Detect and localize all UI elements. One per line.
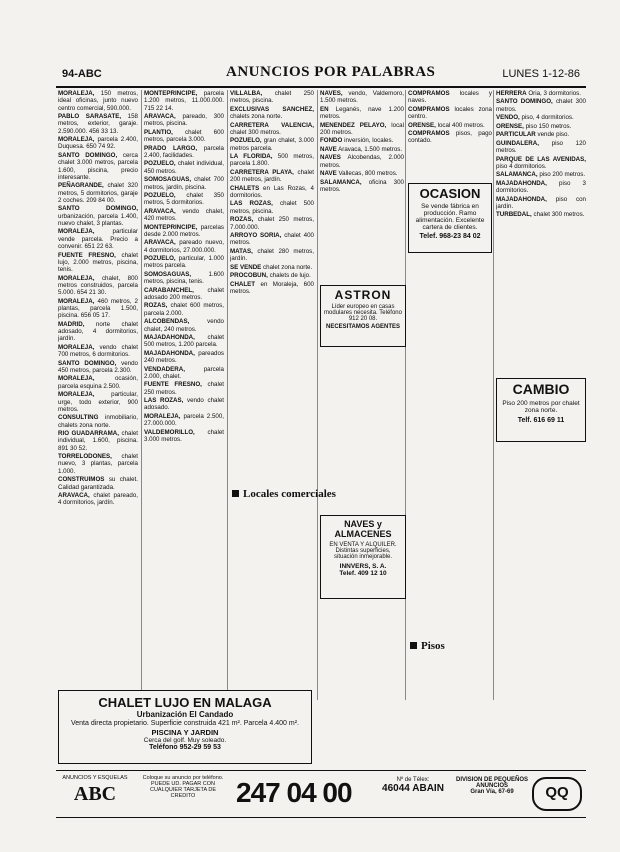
classified-ad [496,123,586,130]
footer-division [452,777,532,795]
classified-ad [230,122,314,137]
ad-heading: ALCOBENDAS, [144,318,190,326]
ad-heading: SANTO DOMINGO, [58,151,118,159]
division-name: DIVISION DE PEQUEÑOS ANUNCIOS [455,777,528,789]
ad-body: parcela 2.000, chalet. [144,365,224,380]
classified-ad [230,106,314,121]
astron-ad [320,285,406,347]
cambio-phone: Telf. 616 69 11 [517,417,565,424]
classified-ad [230,216,314,231]
ad-heading: PARTICULAR [496,131,536,139]
ad-heading: ARAVACA, [144,207,176,215]
ad-heading: MORALEJA, [58,391,95,399]
cambio-title: CAMBIO [512,381,570,397]
ocasion-phone: Telef. 968-23 84 02 [419,233,481,240]
ad-heading: MAJADAHONDA, [496,179,547,187]
classified-ad [144,239,224,254]
ad-body: en Moraleja, 600 metros. [230,280,314,295]
ad-body: chalet 300 metros. [230,128,281,136]
ad-heading: VALDEMORILLO, [144,428,195,436]
ad-heading: TORRELODONES, [58,453,112,461]
ad-heading: SALAMANCA, [320,178,362,186]
classified-ad [58,391,138,413]
classified-ad [496,98,586,113]
classified-ad [496,131,586,138]
ad-heading: LAS ROZAS, [144,397,184,405]
ad-heading: HERRERA [496,90,527,97]
cambio-ad [496,378,586,442]
ad-body: chalet, 800 metros construidos, parcela 5.000. 654 21 30. [58,274,138,297]
ad-body: oficina 300 metros. [320,178,404,193]
column-rule [317,90,318,700]
ad-body: inmobiliario, chalets zona norte. [58,414,138,429]
ad-body: chalet 500 metros, piscina. [230,200,314,215]
classified-ad [496,196,586,211]
classified-ad [144,397,224,412]
classified-ad [320,179,404,194]
ad-body: chalet 250 metros, 7.000.000. [230,216,314,231]
ad-heading: SALAMANCA, [496,171,538,179]
classified-ad [496,180,586,195]
naves-ad [320,515,406,599]
ad-heading: EXCLUSIVAS SANCHEZ, [230,105,314,113]
astron-sub: NECESITAMOS AGENTES [325,324,400,330]
naves-text: EN VENTA Y ALQUILER. Distintas superficies, situación inmejorable. [329,542,397,560]
ad-body: Vallecas, 800 metros. [338,170,398,178]
ad-body: chalet individual, 450 metros. [144,160,224,175]
classified-ad [496,114,586,121]
classified-ad [144,176,224,191]
ad-body: local 400 metros. [437,121,485,129]
ad-body: Oria, 3 dormitorios. [528,90,581,97]
classified-ad [230,90,314,105]
ad-body: chalet 300 metros. [533,211,585,219]
classified-ad [144,224,224,239]
ad-heading: CHALETS [230,184,260,192]
column-rule [227,90,228,700]
footer-left-top: ANUNCIOS Y ESQUELAS [62,775,128,781]
abc-logo: ABC [73,783,117,805]
ad-heading: ARAVACA, [144,239,176,247]
ad-heading: MATAS, [230,247,253,255]
ad-heading: NAVES [320,154,341,162]
classified-ad [144,381,224,396]
page-number: 94-ABC [62,68,102,80]
ad-body: su chalet. Calidad garantizada. [58,476,138,491]
classified-ad [144,366,224,381]
ad-heading: EN [320,105,329,113]
classified-ad [230,137,314,152]
column-4 [320,90,404,700]
classified-ad [58,430,138,452]
ad-body: locales zona centro. [408,105,492,121]
classified-ad [144,160,224,175]
division-logo: QQ [532,777,582,811]
classified-ad [320,122,404,137]
column-rule [405,90,406,700]
classified-ad [144,90,224,112]
classified-ad [144,113,224,128]
classified-ad [58,252,138,274]
ad-heading: ORENSE, [408,121,436,129]
division-address: Gran Vía, 67-69 [470,789,514,795]
classified-ad [408,122,492,129]
classified-ad [230,232,314,247]
classified-ad [58,344,138,359]
classified-ad [496,171,586,178]
ocasion-ad [408,183,492,253]
classified-ad [144,413,224,428]
page-header [56,64,586,88]
section-locales-label: Locales comerciales [243,488,336,500]
chalet-malaga-ad [58,690,312,764]
ad-body: inversión, locales. [344,137,394,145]
classified-ad [230,248,314,263]
ad-heading: MAJADAHONDA, [144,334,195,342]
ad-body: parcela 1.200 metros, 11.000.000. 715 22 14. [144,90,224,112]
classified-ad [230,185,314,200]
classified-ad [58,152,138,181]
ad-body: gran chalet, 3.000 metros parcela. [230,137,314,152]
ad-body: vendo chalet 700 metros, 6 dormitorios. [58,343,138,359]
classified-ad [230,153,314,168]
ad-body: chalet 350 metros, 5 dormitorios. [144,191,224,207]
ad-body: 460 metros, 2 plantas, parcela 1.500, piscina. 656 05 17. [58,297,138,320]
ad-heading: SE VENDE [230,263,262,271]
ad-body: chalet nuevo, 3 plantas, parcela 1.000. [58,453,138,475]
ad-body: 500 metros, parcela 1.800. [230,153,314,168]
classified-ad [144,350,224,365]
classified-ad [144,287,224,302]
ad-body: pareado, 300 metros, piscina. [144,113,224,128]
ad-heading: CONSTRUIMOS [58,476,105,484]
classified-ad [320,146,404,153]
footer-phone: 247 04 00 [236,777,352,808]
ad-heading: COMPRAMOS [408,105,450,113]
ad-body: chalets de lujo. [269,272,311,280]
ad-body: parcela 2.400, facilidades. [144,144,224,159]
ad-body: ocasión, parcela esquina 2.500. [58,375,138,390]
section-locales [232,488,336,500]
ad-heading: ARAVACA, [144,113,176,121]
astron-title: ASTRON [334,288,392,302]
ocasion-text: Se vende fábrica en producción. Ramo alimentación. Excelente cartera de clientes. [415,203,485,231]
ad-heading: PARQUE DE LAS AVENIDAS, [496,155,586,163]
ad-heading: LAS ROZAS, [230,200,273,208]
classified-ad [320,170,404,177]
ad-heading: MADRID, [58,320,85,328]
classifieds-footer [56,770,586,818]
classified-ad [58,182,138,204]
ad-body: 150 metros, ideal oficinas, junto nuevo centro comercial, 590.000. [58,90,138,112]
ad-heading: MORALEJA, [58,343,95,351]
ad-heading: ARROYO SORIA, [230,232,282,240]
ad-body: chalet 300 metros. [496,98,586,113]
ocasion-title: OCASION [419,186,481,201]
ad-heading: TURBEDAL, [496,211,532,219]
ad-heading: PABLO SARASATE, [58,113,122,121]
classified-ad [58,228,138,250]
section-pisos-label: Pisos [421,640,445,652]
ad-body: chalet individual, 1.600, piscina. 891 30 52. [58,430,138,452]
chalet-ad-subtitle: Urbanización El Candado [136,710,234,719]
column-2 [144,90,224,700]
classified-ad [58,453,138,475]
ad-body: particular, urge, todo exterior, 900 metros. [58,391,138,413]
ad-body: chalet 600 metros, parcela 2.000. [144,302,224,317]
ad-body: chalet 250 metros, piscina. [230,90,314,105]
column-rule [493,90,494,700]
chalet-ad-title: CHALET LUJO EN MALAGA [98,695,272,710]
ad-heading: FUENTE FRESNO, [58,251,116,259]
classified-ad [144,271,224,286]
chalet-ad-extra: PISCINA Y JARDIN [151,728,219,737]
ad-body: pisos, pago contado. [408,130,492,145]
classified-ad [58,375,138,390]
column-rule [141,90,142,700]
footer-abc-block [60,775,130,806]
ad-body: piso 150 metros. [525,122,572,130]
ad-body: chalet 3.000 metros. [144,428,224,443]
ad-body: chalet zona norte. [263,263,313,271]
ad-body: vendo chalet adosado. [144,397,224,412]
classified-ad [230,281,314,296]
classified-ad [144,208,224,223]
ad-heading: CARRETERA PLAYA, [230,168,294,176]
column-5 [408,90,492,700]
classified-ad [58,136,138,151]
astron-text: Líder europeo en casas modulares necesita. Teléfono 912 20 08. [324,304,402,322]
ad-body: vendo chalet, 240 metros. [144,318,224,333]
ad-heading: MONTEPRINCIPE, [144,223,198,231]
ad-heading: POZUELO, [144,255,176,263]
ad-body: chalet 700 metros, jardín, piscina. [144,176,224,191]
ad-heading: FUENTE FRESNO, [144,381,202,389]
ad-body: chalet 250 metros. [144,381,224,396]
ad-body: pareados 240 metros. [144,349,224,365]
ad-body: particular, 1.000 metros parcela. [144,255,224,270]
classified-ad [496,156,586,171]
ad-body: chalet 280 metros, jardín. [230,247,314,263]
ad-heading: COMPRAMOS [408,90,450,97]
ad-heading: MAJADAHONDA, [496,195,547,203]
ad-body: piso, 4 dormitorios. [521,114,574,122]
ad-heading: PROCOBUN, [230,272,268,280]
ad-heading: POZUELO, [144,191,176,199]
chalet-ad-note: Cerca del golf. Muy soleado. [143,737,227,744]
ad-heading: MORALEJA, [58,136,95,144]
classified-ad [230,272,314,279]
ad-body: piso 3 dormitorios. [496,179,586,195]
ad-heading: CARRETERA VALENCIA, [230,121,314,129]
ad-body: particular vende parcela. Precio a convenir. 651 22 63. [58,228,138,251]
classified-ad [230,264,314,271]
ad-heading: POZUELO, [144,160,176,168]
ad-body: Alcobendas, 2.000 metros. [320,154,404,169]
column-3 [230,90,314,700]
ad-heading: MORALEJA, [58,375,95,383]
classified-ad [320,90,404,105]
classified-ad [58,113,138,135]
ad-heading: NAVES, [320,90,343,97]
ad-heading: PLANTIO, [144,128,173,136]
classified-ad [320,137,404,144]
ad-heading: ORENSE, [496,122,524,130]
ad-body: vendo 450 metros, parcela 2.300. [58,359,138,374]
classified-ad [320,106,404,121]
ad-heading: MONTEPRINCIPE, [144,90,198,97]
section-pisos [410,640,445,652]
classified-ad [144,255,224,270]
classified-ad [58,492,138,507]
ad-body: Leganés, nave 1.200 metros. [320,105,404,121]
naves-company: INNVERS, S. A. [339,563,387,570]
ad-heading: MAJADAHONDA, [144,349,195,357]
classified-ad [496,211,586,218]
ad-body: piso 4 dormitorios. [496,162,547,170]
ad-heading: LA FLORIDA, [230,153,273,161]
classified-ad [408,90,492,105]
classified-ad [144,129,224,144]
classified-ad [320,154,404,169]
ad-body: parcela 2.500, 27.000.000. [144,412,224,428]
section-bullet [410,642,417,649]
ad-body: pareado nuevo, 4 dormitorios, 27.000.000. [144,239,224,254]
ad-heading: MENENDEZ PELAYO, [320,121,387,129]
classified-ad [408,106,492,121]
ad-heading: FONDO [320,137,343,145]
ad-body: vende piso. [537,131,570,139]
ad-body: chalets zona norte. [230,113,283,121]
ad-body: chalet 400 metros. [230,232,314,247]
ad-heading: ROZAS, [144,302,168,310]
ad-body: vendo chalet, 420 metros. [144,207,224,223]
classified-ad [230,200,314,215]
ad-body: chalet 320 metros, 5 dormitorios, garaje 2 coches. 209 84 00. [58,182,138,204]
ad-heading: VENDO, [496,114,520,122]
classified-ad [58,414,138,429]
classified-ad [144,302,224,317]
ad-heading: POZUELO, [230,137,262,145]
ad-heading: MORALEJA, [58,297,95,305]
ad-body: Aravaca, 1.500 metros. [338,145,403,153]
section-bullet [232,490,239,497]
ad-body: chalet pareado, 4 dormitorios, jardín. [58,492,138,507]
ad-body: 158 metros, exterior, garaje. 2.590.000. 456 33 13. [58,113,138,135]
footer-mid-text: Coloque su anuncio por teléfono. PUEDE UD. PAGAR CON CUALQUIER TARJETA DE CREDITO [142,775,224,799]
ad-body: chalet lujo, 2.000 metros, piscina, tenis. [58,251,138,274]
ad-heading: MORALEJA, [58,228,95,236]
ad-body: piso con jardín. [496,195,586,210]
ad-body: piso 200 metros. [539,171,586,179]
ad-heading: SOMOSAGUAS, [144,270,192,278]
ad-heading: NAVE [320,145,337,153]
ad-body: piso 120 metros. [496,139,586,155]
telex-number: 46044 ABAIN [382,783,444,794]
ad-heading: CARABANCHEL, [144,286,194,294]
ad-heading: SANTO DOMINGO, [58,359,117,367]
classified-ad [408,130,492,145]
ad-heading: SANTO DOMINGO, [58,205,138,213]
naves-phone: Telef. 409 12 10 [339,570,387,577]
column-1 [58,90,138,700]
classified-ad [144,145,224,160]
ad-heading: SANTO DOMINGO, [496,98,553,106]
ad-heading: PEÑAGRANDE, [58,182,104,190]
ad-heading: CONSULTING [58,414,99,422]
ad-body: chalet adosado 200 metros. [144,286,224,301]
page-title: ANUNCIOS POR PALABRAS [226,64,436,80]
classified-ad [58,275,138,297]
classified-ad [144,192,224,207]
ad-heading: SOMOSAGUAS, [144,176,192,184]
ad-heading: MORALEJA, [58,274,95,282]
ad-body: 1.600 metros, piscina, tenis. [144,270,224,286]
ad-body: cerca chalet 3.000 metros, parcela 1.600, piscina, precio interesante. [58,151,138,181]
ad-body: chalet 600 metros, parcela 3.000. [144,128,224,144]
ad-body: vendo, Valdemoro, 1.500 metros. [320,90,404,105]
naves-title: NAVES y ALMACENES [334,519,392,539]
cambio-text: Piso 200 metros por chalet zona norte. [502,400,580,414]
classified-ad [496,90,586,97]
classified-ad [144,429,224,444]
ad-heading: RIO GUADARRAMA, [58,430,119,438]
ad-heading: PRADO LARGO, [144,144,198,152]
telex-label: Nº de Télex: [396,777,430,783]
chalet-ad-phone: Teléfono 952-29 59 53 [149,744,221,751]
ad-heading: VILLALBA, [230,90,263,97]
classified-ad [496,140,586,155]
ad-body: en Las Rozas, 4 dormitorios. [230,184,314,199]
classified-ad [58,298,138,320]
ad-body: chalet 200 metros, jardín. [230,168,314,184]
ad-body: local 200 metros. [320,121,404,136]
ad-body: parcelas desde 2.000 metros. [144,223,224,238]
ad-heading: VENDADERA, [144,365,185,373]
ad-heading: NAVE [320,170,337,178]
page-date: LUNES 1-12-86 [502,68,580,80]
classified-ad [58,205,138,227]
ad-heading: ROZAS, [230,216,254,224]
ad-body: chalet 500 metros, 1.200 parcela. [144,334,224,349]
ad-body: parcela 2.400, Duquesa. 650 74 92. [58,136,138,151]
ad-heading: MORALEJA, [58,90,95,97]
classified-ad [58,90,138,112]
ad-body: urbanización, parcela 1.400, nuevo chalet, 3 plantas. [58,212,138,227]
classified-ad [58,476,138,491]
classified-ad [58,360,138,375]
ad-heading: CHALET [230,280,256,288]
ad-body: locales y naves. [408,90,492,105]
ad-heading: MORALEJA, [144,412,181,420]
classified-ad [144,318,224,333]
ad-heading: COMPRAMOS [408,130,450,138]
ad-heading: ARAVACA, [58,492,90,499]
ad-heading: GUINDALERA, [496,139,539,147]
ad-body: norte chalet adosado, 4 dormitorios, jardín. [58,320,138,343]
classified-ad [144,334,224,349]
chalet-ad-text: Venta directa propietario. Superficie construida 421 m². Parcela 4.400 m². [70,720,299,727]
footer-telex [378,777,448,794]
classified-ad [58,321,138,343]
classified-ad [230,169,314,184]
